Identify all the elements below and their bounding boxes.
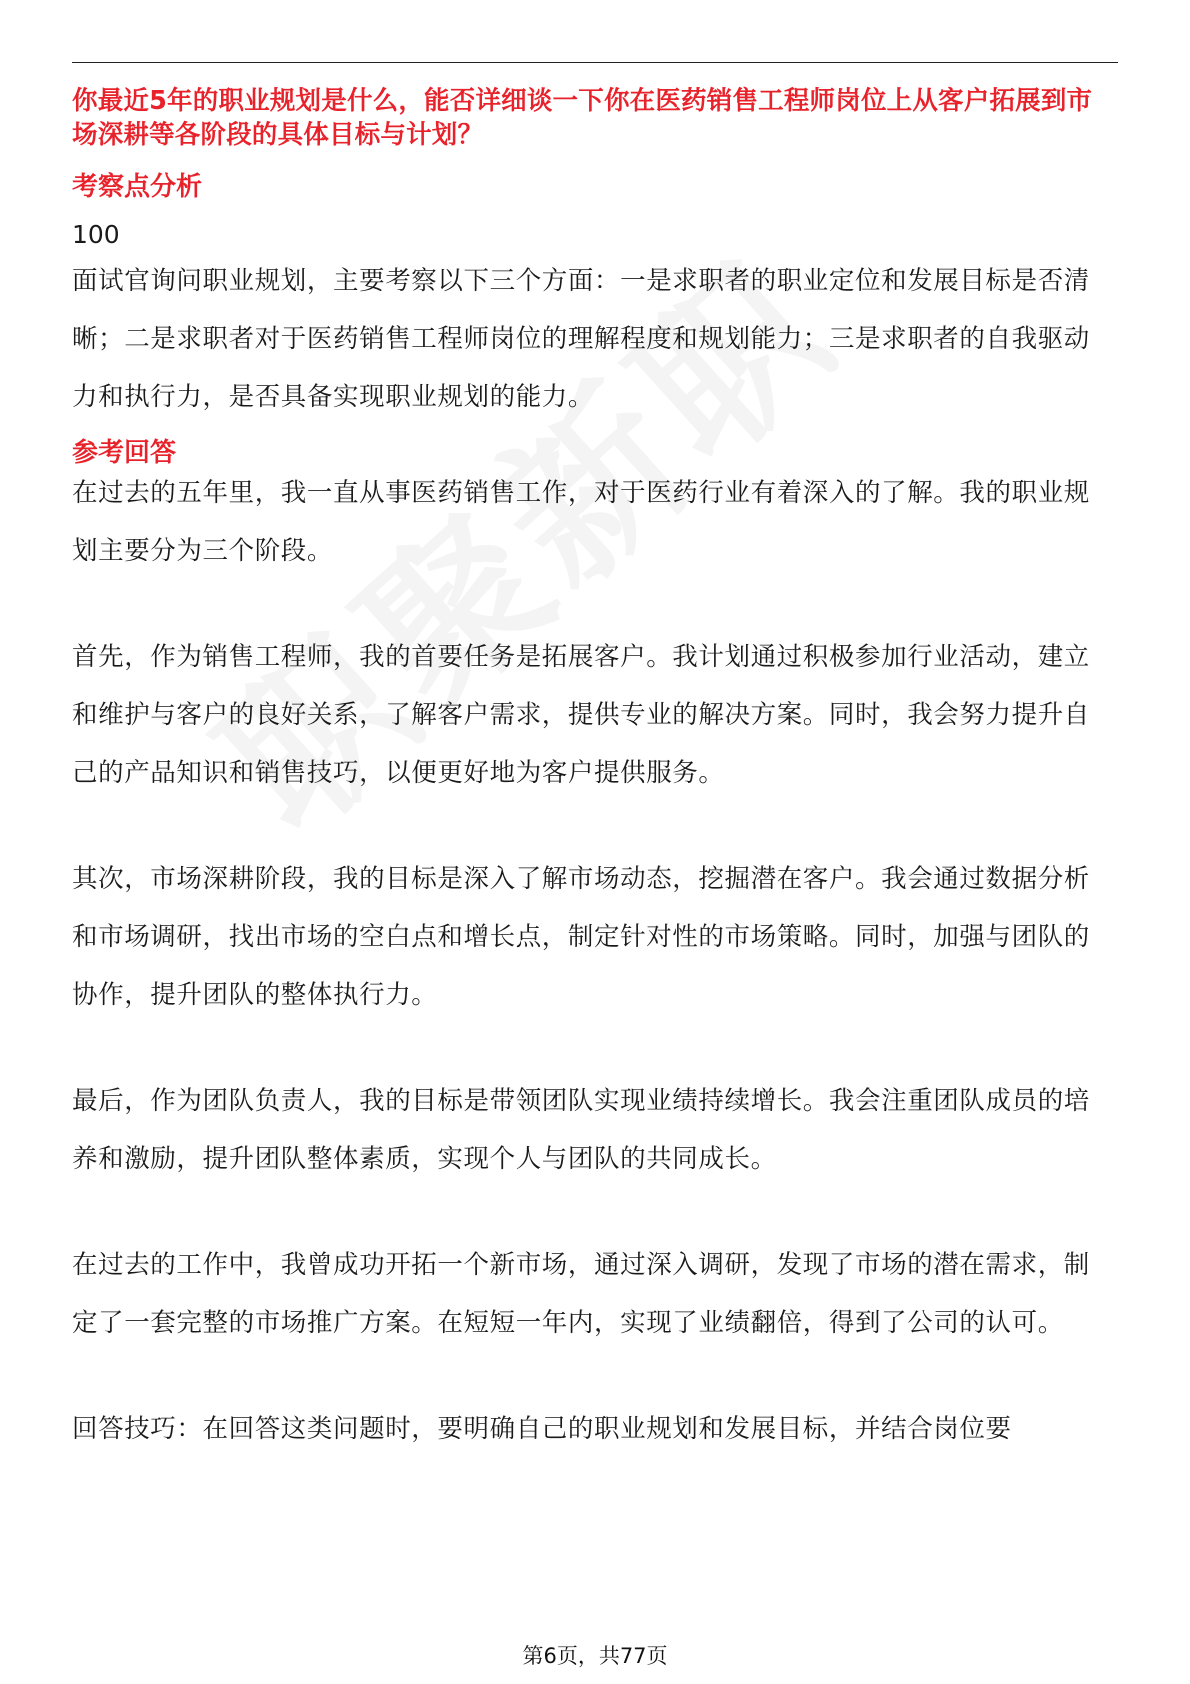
- question-heading: 你最近5年的职业规划是什么，能否详细谈一下你在医药销售工程师岗位上从客户拓展到市场深耕等各阶段的具体目标与计划？: [72, 86, 1093, 150]
- analysis-title: 考察点分析: [72, 172, 203, 202]
- answer-title: 参考回答: [72, 438, 177, 468]
- answer-paragraph-5: 在过去的工作中，我曾成功开拓一个新市场，通过深入调研，发现了市场的潜在需求，制定了一套完整的市场推广方案。在短短一年内，实现了业绩翻倍，得到了公司的认可。: [72, 1250, 1090, 1338]
- answer-paragraph-3: 其次，市场深耕阶段，我的目标是深入了解市场动态，挖掘潜在客户。我会通过数据分析和市场调研，找出市场的空白点和增长点，制定针对性的市场策略。同时，加强与团队的协作，提升团队的整体执行力。: [72, 864, 1090, 1010]
- page-content: [72, 84, 1112, 1458]
- page-number: 第6页，共77页: [522, 1644, 668, 1668]
- header-rule: [72, 62, 1118, 63]
- answer-paragraph-1: 在过去的五年里，我一直从事医药销售工作，对于医药行业有着深入的了解。我的职业规划主要分为三个阶段。: [72, 478, 1090, 566]
- answer-tips: 回答技巧：在回答这类问题时，要明确自己的职业规划和发展目标，并结合岗位要: [72, 1414, 1012, 1444]
- answer-paragraph-2: 首先，作为销售工程师，我的首要任务是拓展客户。我计划通过积极参加行业活动，建立和维护与客户的良好关系，了解客户需求，提供专业的解决方案。同时，我会努力提升自己的产品知识和销售技巧，以便更好地为客户提供服务。: [72, 642, 1090, 788]
- answer-paragraph-4: 最后，作为团队负责人，我的目标是带领团队实现业绩持续增长。我会注重团队成员的培养和激励，提升团队整体素质，实现个人与团队的共同成长。: [72, 1086, 1090, 1174]
- analysis-text: 面试官询问职业规划，主要考察以下三个方面：一是求职者的职业定位和发展目标是否清晰；二是求职者对于医药销售工程师岗位的理解程度和规划能力；三是求职者的自我驱动力和执行力，是否具备实现职业规划的能力。: [72, 266, 1090, 412]
- analysis-score: 100: [72, 220, 120, 249]
